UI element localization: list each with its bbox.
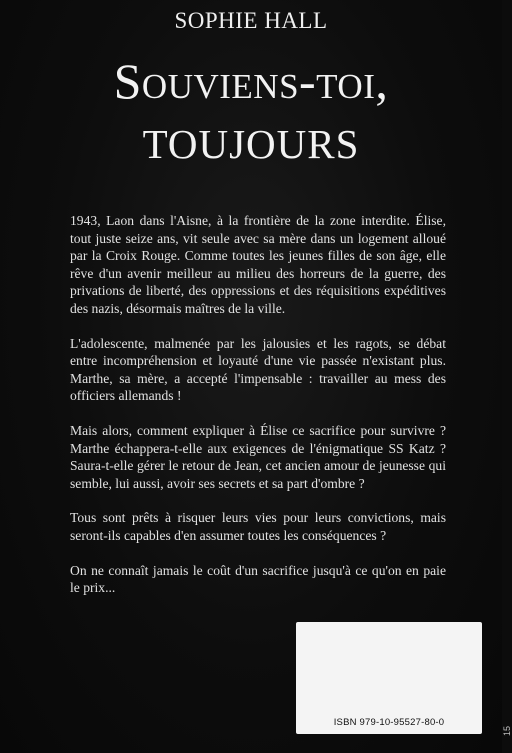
title-line-2: toujours bbox=[142, 106, 360, 171]
blurb-paragraph-4: Tous sont prêts à risquer leurs vies pour leurs convictions, mais seront-ils capables d'en assumer toutes les conséquences ? bbox=[70, 510, 446, 543]
blurb-paragraph-1: 1943, Laon dans l'Aisne, à la frontière de la zone interdite. Élise, tout juste seize ans, vit seule avec sa mère dans un logement alloué par la Croix Rouge. Comme toutes les jeunes filles de son âge, elle rêve d'un avenir meilleur au milieu des horreurs de la guerre, des privations de liberté, des oppressions et des réquisitions expéditives des nazis, désormais maîtres de la ville. bbox=[70, 213, 446, 316]
blurb-paragraph-5: On ne connaît jamais le coût d'un sacrifice jusqu'à ce qu'on en paie le prix... bbox=[70, 562, 446, 596]
blurb-paragraph-2: L'adolescente, malmenée par les jalousies et les ragots, se débat entre incompréhension et loyauté d'une vie passée n'existant plus. Marthe, sa mère, a accepté l'impensable : travailler au mess des officiers allemands ! bbox=[70, 335, 446, 404]
title-line-1: Souviens-toi, bbox=[113, 53, 389, 109]
edge-price-fragment: 15 bbox=[502, 726, 512, 737]
book-title bbox=[0, 53, 502, 171]
isbn-number: ISBN 979-10-95527-80-0 bbox=[333, 717, 445, 728]
isbn-barcode bbox=[296, 622, 482, 734]
blurb-paragraph-3: Mais alors, comment expliquer à Élise ce sacrifice pour survivre ? Marthe échappera-t-elle aux exigences de l'énigmatique SS Katz ? Saura-t-elle gérer le retour de Jean, cet ancien amour de jeunesse qui semble, lui aussi, avoir ses secrets et sa part d'ombre ? bbox=[70, 422, 446, 491]
author-name: SOPHIE HALL bbox=[174, 8, 328, 33]
blurb-text bbox=[70, 212, 446, 614]
